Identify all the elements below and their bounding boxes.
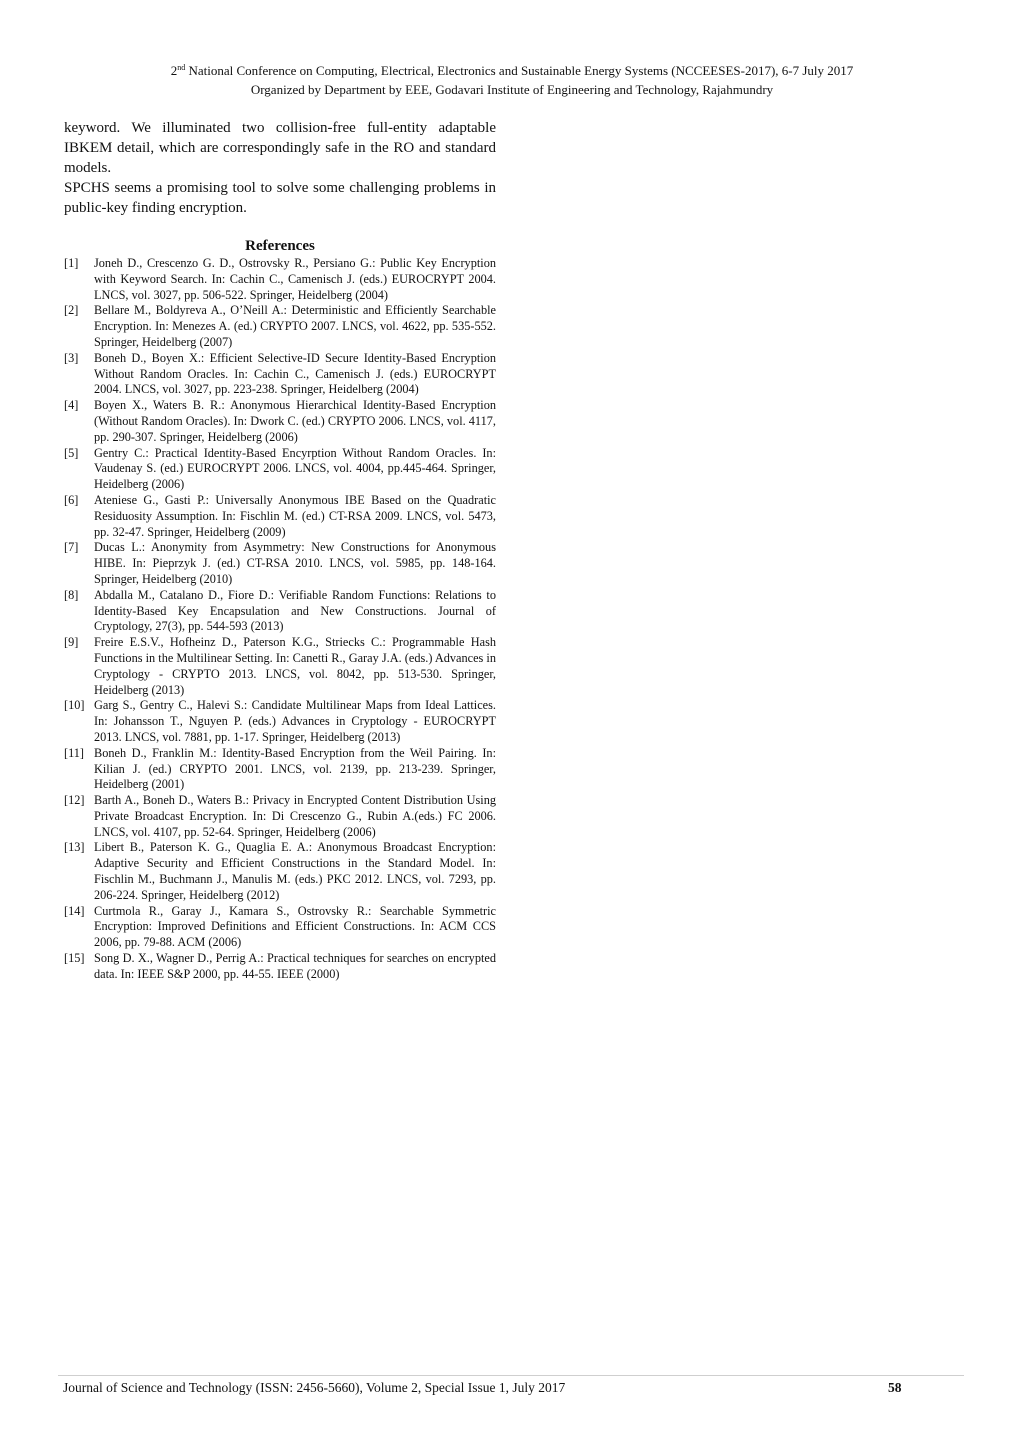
page-header — [0, 61, 1024, 99]
reference-text: Freire E.S.V., Hofheinz D., Paterson K.G., Striecks C.: Programmable Hash Functions in the Multilinear Setting. In: Canetti R., Garay J.A. (eds.) Advances in Cryptology - CRYPTO 2013. LNCS, vol. 8042, pp. 513-530. Springer, Heidelberg (2013) — [94, 635, 496, 697]
reference-text: Joneh D., Crescenzo G. D., Ostrovsky R., Persiano G.: Public Key Encryption with Keyword Search. In: Cachin C., Camenisch J. (eds.) EUROCRYPT 2004. LNCS, vol. 3027, pp. 506-522. Springer, Heidelberg (2004) — [94, 256, 496, 302]
reference-number: [3] — [64, 350, 79, 365]
reference-number: [10] — [64, 698, 85, 713]
reference-number: [13] — [64, 840, 85, 855]
reference-item — [64, 635, 496, 698]
header-conference-line — [171, 63, 854, 78]
references-list — [64, 256, 496, 983]
reference-text: Ateniese G., Gasti P.: Universally Anonymous IBE Based on the Quadratic Residuosity Assumption. In: Fischlin M. (ed.) CT-RSA 2009. LNCS, vol. 5473, pp. 32-47. Springer, Heidelberg (2009) — [94, 492, 496, 539]
body-paragraph-1: keyword. We illuminated two collision-free full-entity adaptable IBKEM detail, which are correspondingly safe in the RO and standard models. — [64, 120, 496, 176]
reference-number: [6] — [64, 492, 79, 507]
reference-number: [14] — [64, 903, 85, 918]
reference-text: Gentry C.: Practical Identity-Based Encyrption Without Random Oracles. In: Vaudenay S. (ed.) EUROCRYPT 2006. LNCS, vol. 4004, pp.445-464. Springer, Heidelberg (2006) — [94, 445, 496, 492]
reference-item — [64, 540, 496, 587]
reference-item — [64, 746, 496, 793]
footer-divider — [58, 1375, 964, 1376]
reference-number: [7] — [64, 540, 79, 555]
header-organizer-line: Organized by Department by EEE, Godavari Institute of Engineering and Technology, Rajahmundry — [250, 82, 774, 97]
reference-item — [64, 256, 496, 303]
reference-item — [64, 303, 496, 350]
reference-item — [64, 698, 496, 745]
reference-text: Boneh D., Boyen X.: Efficient Selective-ID Secure Identity-Based Encryption Without Random Oracles. In: Cachin C., Camenisch J. (eds.) EUROCRYPT 2004. LNCS, vol. 3027, pp. 223-238. Springer, Heidelberg (2004) — [94, 350, 496, 397]
reference-item — [64, 904, 496, 951]
reference-text: Boyen X., Waters B. R.: Anonymous Hierarchical Identity-Based Encryption (Without Random Oracles). In: Dwork C. (ed.) CRYPTO 2006. LNCS, vol. 4117, pp. 290-307. Springer, Heidelberg (2006) — [94, 398, 496, 444]
reference-number: [4] — [64, 398, 79, 413]
references-heading: References — [245, 238, 315, 254]
reference-number: [8] — [64, 587, 79, 602]
body-text — [64, 118, 496, 218]
reference-number: [9] — [64, 635, 79, 650]
reference-item — [64, 951, 496, 983]
reference-number: [5] — [64, 445, 79, 460]
reference-item — [64, 493, 496, 540]
reference-number: [1] — [64, 256, 79, 270]
footer-journal-info: Journal of Science and Technology (ISSN: 2456-5660), Volume 2, Special Issue 1, July 2017 — [63, 1380, 566, 1395]
page-number: 58 — [888, 1380, 902, 1395]
reference-item — [64, 398, 496, 445]
reference-number: [2] — [64, 303, 79, 318]
reference-number: [11] — [64, 745, 85, 760]
reference-item — [64, 446, 496, 493]
header-ordinal-suffix: nd — [177, 63, 186, 72]
reference-text: Libert B., Paterson K. G., Quaglia E. A.: Anonymous Broadcast Encryption: Adaptive Security and Efficient Constructions in the Standard Model. In: Fischlin M., Buchmann J., Manulis M. (eds.) PKC 2012. LNCS, vol. 7293, pp. 206-224. Springer, Heidelberg (2012) — [94, 840, 496, 902]
reference-item — [64, 793, 496, 840]
reference-text: Ducas L.: Anonymity from Asymmetry: New Constructions for Anonymous HIBE. In: Pieprzyk J. (ed.) CT-RSA 2010. LNCS, vol. 5985, pp. 148-164. Springer, Heidelberg (2010) — [94, 540, 496, 586]
reference-text: Abdalla M., Catalano D., Fiore D.: Verifiable Random Functions: Relations to Identity-Based Key Encapsulation and New Constructions. Journal of Cryptology, 27(3), pp. 544-593 (2013) — [94, 587, 496, 634]
reference-number: [15] — [64, 951, 85, 966]
reference-text: Bellare M., Boldyreva A., O’Neill A.: Deterministic and Efficiently Searchable Encryption. In: Menezes A. (ed.) CRYPTO 2007. LNCS, vol. 4622, pp. 535-552. Springer, Heidelberg (2007) — [94, 303, 496, 349]
reference-item — [64, 351, 496, 398]
reference-number: [12] — [64, 793, 85, 808]
reference-text: Barth A., Boneh D., Waters B.: Privacy in Encrypted Content Distribution Using Private Broadcast Encryption. In: Di Crescenzo G., Rubin A.(eds.) FC 2006. LNCS, vol. 4107, pp. 52-64. Springer, Heidelberg (2006) — [94, 793, 496, 839]
reference-text: Curtmola R., Garay J., Kamara S., Ostrovsky R.: Searchable Symmetric Encryption: Improved Definitions and Efficient Constructions. In: ACM CCS 2006, pp. 79-88. ACM (2006) — [94, 903, 496, 950]
reference-text: Song D. X., Wagner D., Perrig A.: Practical techniques for searches on encrypted data. In: IEEE S&P 2000, pp. 44-55. IEEE (2000) — [94, 951, 496, 981]
reference-item — [64, 588, 496, 635]
reference-item — [64, 840, 496, 903]
reference-text: Boneh D., Franklin M.: Identity-Based Encryption from the Weil Pairing. In: Kilian J. (ed.) CRYPTO 2001. LNCS, vol. 2139, pp. 213-239. Springer, Heidelberg (2001) — [94, 745, 496, 792]
body-paragraph-2: SPCHS seems a promising tool to solve some challenging problems in public-key finding encryption. — [64, 180, 496, 216]
header-ordinal: 2 — [170, 63, 178, 78]
header-conference-title: National Conference on Computing, Electrical, Electronics and Sustainable Energy Systems (NCCEESES-2017), 6-7 July 2017 — [185, 63, 854, 78]
reference-text: Garg S., Gentry C., Halevi S.: Candidate Multilinear Maps from Ideal Lattices. In: Johansson T., Nguyen P. (eds.) Advances in Cryptology - EUROCRYPT 2013. LNCS, vol. 7881, pp. 1-17. Springer, Heidelberg (2013) — [94, 698, 496, 744]
